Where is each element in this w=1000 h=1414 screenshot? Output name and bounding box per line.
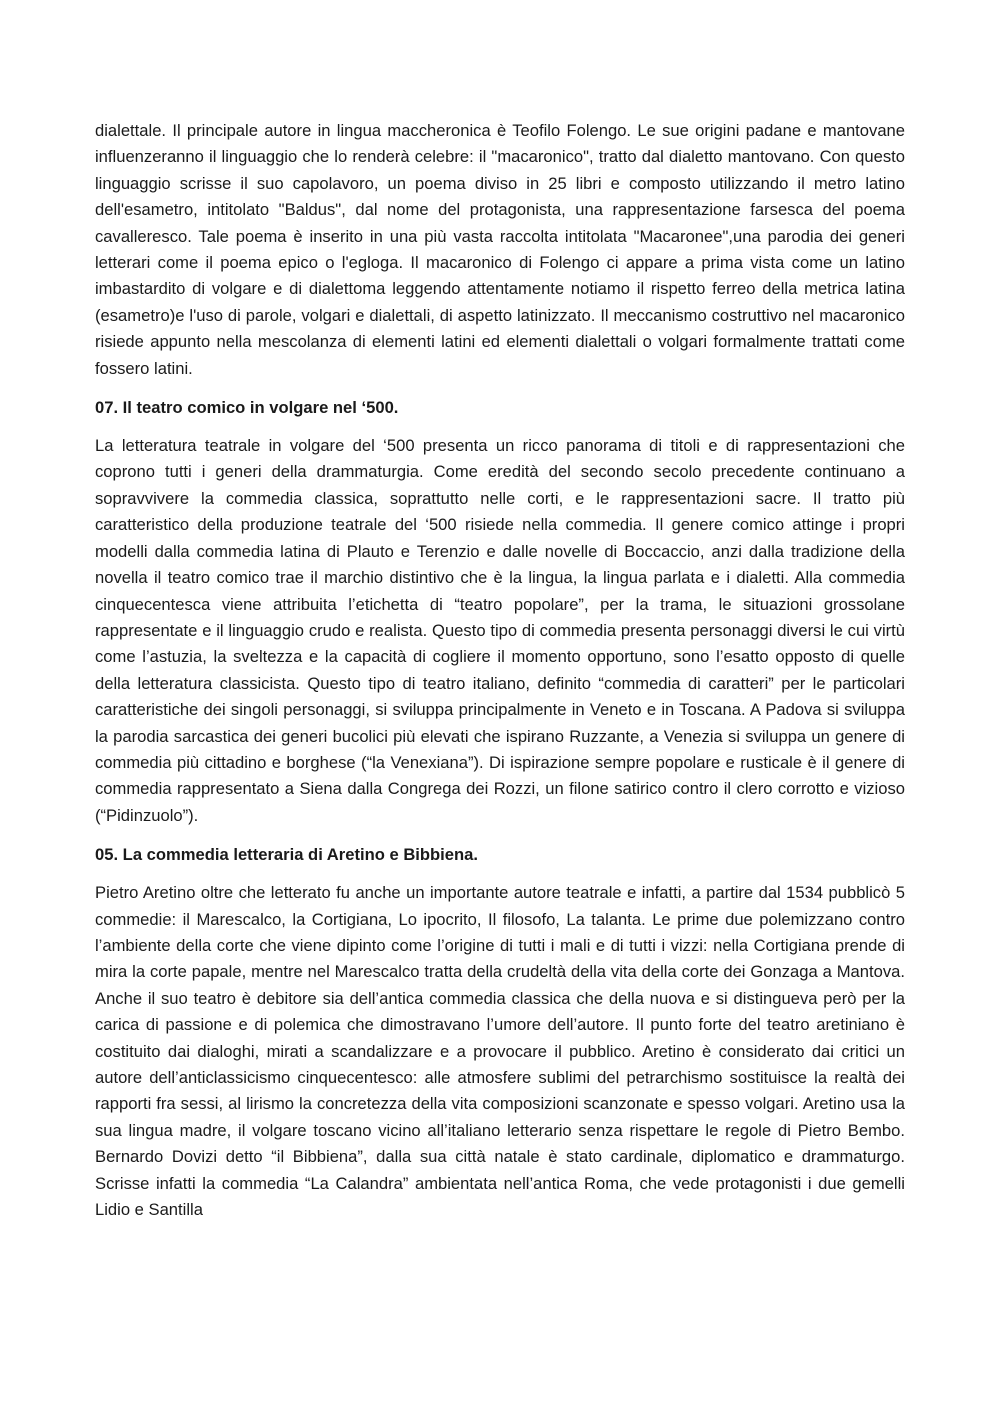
section-07-heading: 07. Il teatro comico in volgare nel ‘500. (95, 398, 399, 418)
section-07-paragraph: La letteratura teatrale in volgare del ‘500 presenta un ricco panorama di titoli e di rappresentazioni che coprono tutti i generi della drammaturgia. Come eredità del secondo secolo precedente continuano a sopravvivere la commedia classica, soprattutto nelle corti, e le rappresentazioni sacre. Il tratto più caratteristico della produzione teatrale del ‘500 risiede nella commedia. Il genere comico attinge i propri modelli dalla commedia latina di Plauto e Terenzio e dalle novelle di Boccaccio, anzi dalla tradizione della novella il teatro comico trae il marchio distintivo che è la lingua, la lingua parlata e i dialetti. Alla commedia cinquecentesca viene attribuita l’etichetta di “teatro popolare”, per la trama, le situazioni grossolane rappresentate e il linguaggio crudo e realista. Questo tipo di commedia presenta personaggi diversi le cui virtù come l’astuzia, la sveltezza e la capacità di cogliere il momento opportuno, sono l’esatto opposto di quelle della letteratura classicista. Questo tipo di teatro italiano, definito “commedia di caratteri” per le particolari caratteristiche dei singoli personaggi, si sviluppa principalmente in Veneto e in Toscana. A Padova si sviluppa la parodia sarcastica dei generi bucolici più elevati che ispirano Ruzzante, a Venezia si sviluppa un genere di commedia più cittadino e borghese (“la Venexiana”). Di ispirazione sempre popolare e rusticale è il genere di commedia rappresentato a Siena dalla Congrega dei Rozzi, un filone satirico contro il clero corrotto e vizioso (“Pidinzuolo”). (95, 436, 905, 825)
section-05-heading: 05. La commedia letteraria di Aretino e Bibbiena. (95, 845, 479, 865)
section-05-paragraph: Pietro Aretino oltre che letterato fu anche un importante autore teatrale e infatti, a partire dal 1534 pubblicò 5 commedie: il Marescalco, la Cortigiana, Lo ipocrito, Il filosofo, La talanta. Le prime due polemizzano contro l’ambiente della corte che viene dipinto come l’origine di tutti i mali e di tutti i vizzi: nella Cortigiana prende di mira la corte papale, mentre nel Marescalco tratta della crudeltà della vita della corte dei Gonzaga a Mantova. Anche il suo teatro è debitore sia dell’antica commedia classica che della nuova e si distingueva però per la carica di passione e di polemica che dimostravano l’umore dell’autore. Il punto forte del teatro aretiniano è costituito dai dialoghi, mirati a scandalizzare e a provocare il pubblico. Aretino è considerato dai critici un autore dell’anticlassicismo cinquecentesco: alle atmosfere sublimi del petrarchismo sostituisce la realtà dei rapporti fra sessi, al lirismo la concretezza della vita composizioni scanzonate e spesso volgari. Aretino usa la sua lingua madre, il volgare toscano vicino all’italiano letterario senza rispettare le regole di Pietro Bembo. Bernardo Dovizi detto “il Bibbiena”, dalla sua città natale è stato cardinale, diplomatico e drammaturgo. Scrisse infatti la commedia “La Calandra” ambientata nell’antica Roma, che vede protagonisti i due gemelli Lidio e Santilla (95, 883, 905, 1220)
document-page (95, 118, 905, 1223)
intro-paragraph: dialettale. Il principale autore in lingua maccheronica è Teofilo Folengo. Le sue origini padane e mantovane influenzeranno il linguaggio che lo renderà celebre: il "macaronico", tratto dal dialetto mantovano. Con questo linguaggio scrisse il suo capolavoro, un poema diviso in 25 libri e composto utilizzando il metro latino dell'esametro, intitolato "Baldus", dal nome del protagonista, una rappresentazione farsesca del poema cavalleresco. Tale poema è inserito in una più vasta raccolta intitolata "Macaronee",una parodia dei generi letterari come il poema epico o l'egloga. Il macaronico di Folengo ci appare a prima vista come un latino imbastardito di volgare e di dialettoma leggendo attentamente notiamo il rispetto ferreo della metrica latina (esametro)e l'uso di parole, volgari e dialettali, di aspetto latinizzato. Il meccanismo costruttivo nel macaronico risiede appunto nella mescolanza di elementi latini ed elementi dialettali o volgari formalmente trattati come fossero latini. (95, 121, 905, 378)
